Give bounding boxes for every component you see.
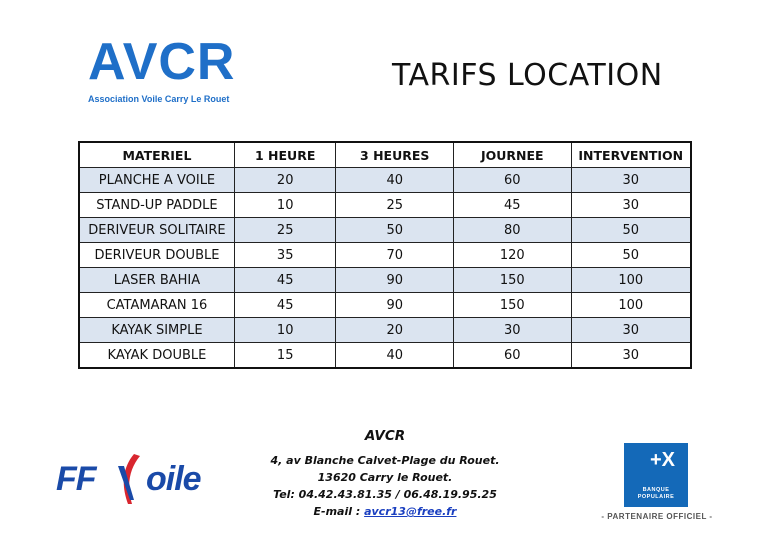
table-row [79, 293, 691, 318]
cell-intervention: 30 [571, 343, 691, 369]
sail-icon [114, 452, 148, 508]
table-row [79, 268, 691, 293]
table-row [79, 343, 691, 369]
cell-1-heure: 35 [234, 243, 336, 268]
cell-journee: 150 [454, 293, 572, 318]
cell-1-heure: 45 [234, 293, 336, 318]
cell-materiel: LASER BAHIA [79, 268, 234, 293]
cell-materiel: STAND-UP PADDLE [79, 193, 234, 218]
table-row [79, 218, 691, 243]
header-materiel: MATERIEL [79, 142, 234, 168]
avcr-logo [88, 33, 258, 104]
cell-3-heures: 70 [336, 243, 454, 268]
cell-intervention: 30 [571, 318, 691, 343]
cell-intervention: 100 [571, 293, 691, 318]
header-journee: JOURNEE [454, 142, 572, 168]
cell-materiel: CATAMARAN 16 [79, 293, 234, 318]
contact-address: 4, av Blanche Calvet-Plage du Rouet. [270, 454, 500, 467]
cell-materiel: DERIVEUR DOUBLE [79, 243, 234, 268]
banque-populaire-logo [624, 443, 688, 507]
banque-populaire-text [626, 487, 686, 501]
cell-journee: 60 [454, 343, 572, 369]
page-title: TARIFS LOCATION [392, 58, 663, 93]
contact-name: AVCR [364, 428, 406, 444]
cell-3-heures: 40 [336, 343, 454, 369]
contact-email-link[interactable]: avcr13@free.fr [364, 505, 457, 518]
cell-3-heures: 25 [336, 193, 454, 218]
cell-1-heure: 25 [234, 218, 336, 243]
cell-materiel: DERIVEUR SOLITAIRE [79, 218, 234, 243]
bank-line-2: POPULAIRE [637, 494, 675, 500]
rental-price-table [78, 141, 692, 369]
table-header-row [79, 142, 691, 168]
table-row [79, 168, 691, 193]
cell-journee: 30 [454, 318, 572, 343]
cell-materiel: PLANCHE A VOILE [79, 168, 234, 193]
ffvoile-logo-oile: oile [146, 460, 201, 498]
cell-journee: 150 [454, 268, 572, 293]
cell-journee: 60 [454, 168, 572, 193]
cell-1-heure: 10 [234, 193, 336, 218]
table-row [79, 243, 691, 268]
plus-x-icon: +X [650, 449, 676, 471]
cell-intervention: 100 [571, 268, 691, 293]
avcr-logo-text: AVCR [88, 33, 236, 91]
cell-1-heure: 45 [234, 268, 336, 293]
cell-materiel: KAYAK SIMPLE [79, 318, 234, 343]
table-row [79, 318, 691, 343]
header-1-heure: 1 HEURE [234, 142, 336, 168]
header-3-heures: 3 HEURES [336, 142, 454, 168]
cell-journee: 80 [454, 218, 572, 243]
cell-intervention: 30 [571, 193, 691, 218]
cell-1-heure: 20 [234, 168, 336, 193]
cell-materiel: KAYAK DOUBLE [79, 343, 234, 369]
avcr-logo-subtitle: Association Voile Carry Le Rouet [88, 94, 230, 104]
contact-email-line [250, 503, 520, 520]
cell-journee: 120 [454, 243, 572, 268]
cell-intervention: 30 [571, 168, 691, 193]
cell-1-heure: 15 [234, 343, 336, 369]
ffvoile-logo-ff: FF [56, 460, 96, 498]
header-intervention: INTERVENTION [571, 142, 691, 168]
cell-intervention: 50 [571, 243, 691, 268]
partner-label: - PARTENAIRE OFFICIEL - [601, 512, 713, 521]
cell-1-heure: 10 [234, 318, 336, 343]
cell-journee: 45 [454, 193, 572, 218]
contact-city: 13620 Carry le Rouet. [317, 471, 453, 484]
cell-3-heures: 90 [336, 293, 454, 318]
ffvoile-logo [56, 452, 216, 508]
bank-line-1: BANQUE [642, 487, 670, 493]
table-row [79, 193, 691, 218]
cell-intervention: 50 [571, 218, 691, 243]
contact-phone: Tel: 04.42.43.81.35 / 06.48.19.95.25 [273, 488, 497, 501]
cell-3-heures: 40 [336, 168, 454, 193]
cell-3-heures: 20 [336, 318, 454, 343]
cell-3-heures: 90 [336, 268, 454, 293]
contact-email-label: E-mail : [313, 505, 365, 518]
cell-3-heures: 50 [336, 218, 454, 243]
contact-block [250, 428, 520, 520]
